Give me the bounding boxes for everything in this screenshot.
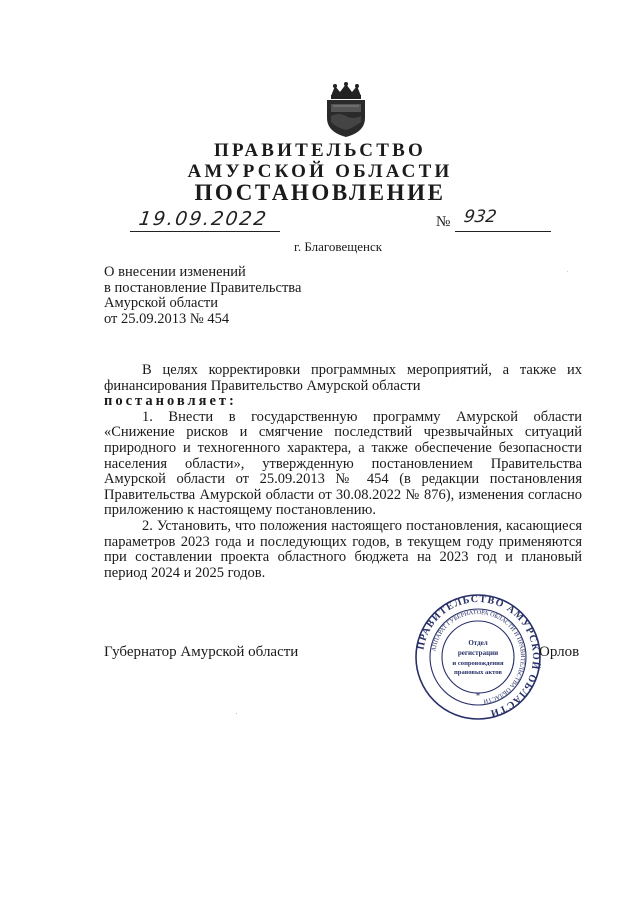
item-2-paragraph: 2. Установить, что положения настоящего постановления, касающиеся параметров 2023 года и последующих годов, в текущем году применяются при составлении проекта областного бюджета на 2023 год и плановый период 2024 и 2025 годов. [104, 517, 582, 581]
stamp-inner-text: АППАРАТ ГУБЕРНАТОРА ОБЛАСТИ И ПРАВИТЕЛЬСТВА ОБЛАСТИ [430, 608, 527, 705]
scan-speck [236, 713, 237, 714]
handwritten-document-number: 932 [462, 207, 498, 227]
stamp-star-icon: * [475, 691, 481, 701]
resolves-word: постановляет: [104, 393, 237, 410]
city-name: г. Благовещенск [293, 239, 383, 254]
subject-line: О внесении изменений [104, 264, 246, 280]
signatory-name: Орлов [539, 644, 580, 660]
stamp-outer-text: ПРАВИТЕЛЬСТВО АМУРСКОЙ ОБЛАСТИ [415, 593, 542, 719]
stamp-center-line: правовых актов [453, 669, 503, 676]
organization-name-line2: АМУРСКОЙ ОБЛАСТИ [187, 161, 453, 182]
document-type-title: ПОСТАНОВЛЕНИЕ [194, 180, 446, 205]
document-body [104, 363, 582, 581]
item-1-paragraph: 1. Внести в государственную программу Амурской области «Снижение рисков и смягчение последствий чрезвычайных ситуаций природного и техногенного характера, а также обеспечение безопасности населения области», утвержденную постановлением Правительства Амурской области от 25.09.2013 № 454 (в редакции постановления Правительства Амурской области от 30.08.2022 № 876), изменения согласно приложению к настоящему постановлению. [104, 408, 582, 519]
stamp-center-line: и сопровождения [452, 660, 504, 667]
subject-line: Амурской области [104, 295, 218, 312]
number-label: № [436, 214, 451, 230]
document-subject [104, 265, 301, 327]
official-stamp [414, 593, 542, 721]
coat-of-arms-icon [323, 82, 369, 138]
stamp-center-line: регистрации [457, 649, 499, 657]
handwritten-date: 19.09.2022 [137, 208, 270, 230]
signatory-title: Губернатор Амурской области [104, 644, 299, 660]
stamp-center-line: Отдел [468, 639, 488, 647]
scan-speck [567, 271, 568, 272]
preamble-paragraph: В целях корректировки программных мероприятий, а также их финансирования Правительство Амурской области [104, 362, 582, 394]
subject-line: от 25.09.2013 № 454 [104, 310, 230, 327]
number-underline [455, 231, 551, 232]
subject-line: в постановление Правительства [104, 279, 302, 296]
date-underline [130, 231, 280, 232]
organization-name-line1: ПРАВИТЕЛЬСТВО [214, 140, 426, 161]
